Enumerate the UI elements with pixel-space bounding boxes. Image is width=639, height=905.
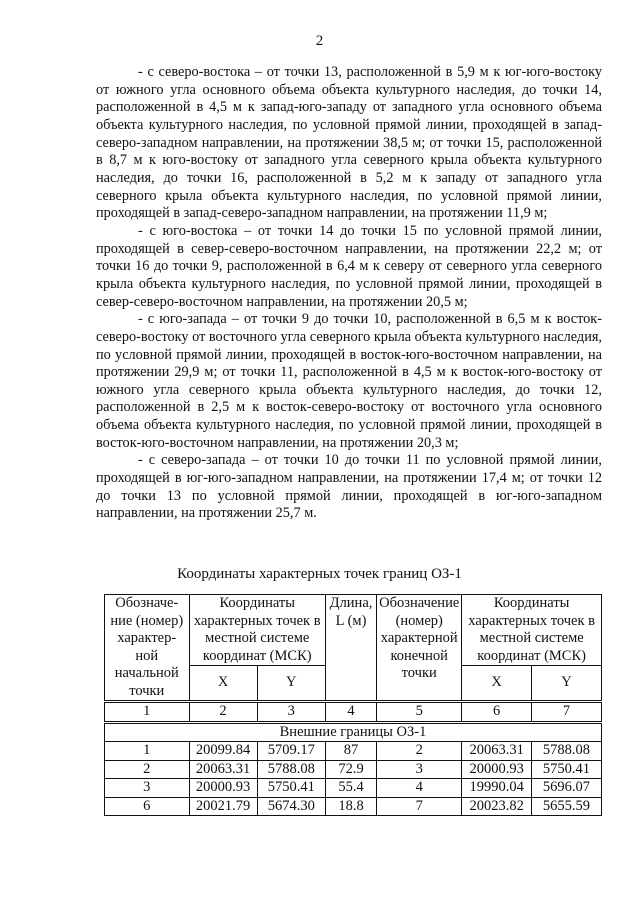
page-number: 2 [315, 33, 324, 49]
table-cell: 5696.07 [531, 779, 601, 798]
column-number: 3 [257, 702, 325, 723]
body-text [96, 64, 602, 523]
table-cell: 55.4 [325, 779, 376, 798]
table-cell: 7 [377, 797, 462, 816]
column-number: 6 [462, 702, 532, 723]
column-number: 4 [325, 702, 376, 723]
table-cell: 1 [105, 742, 190, 761]
table-cell: 5788.08 [257, 760, 325, 779]
header-x-start: X [189, 666, 257, 702]
column-number: 5 [377, 702, 462, 723]
table-title: Координаты характерных точек границ ОЗ-1 [177, 566, 462, 582]
header-coords-start: Координаты характерных точек в местной системе координат (МСК) [189, 595, 325, 666]
table-cell: 19990.04 [462, 779, 532, 798]
table-cell: 4 [377, 779, 462, 798]
column-number: 7 [531, 702, 601, 723]
header-length: Длина, L (м) [325, 595, 376, 702]
header-y-start: Y [257, 666, 325, 702]
table-cell: 5788.08 [531, 742, 601, 761]
section-label: Внешние границы ОЗ-1 [105, 722, 602, 742]
header-x-end: X [462, 666, 532, 702]
table-cell: 3 [105, 779, 190, 798]
header-end-point: Обозначение (номер) характерной конечной точки [377, 595, 462, 702]
table-cell: 20000.93 [189, 779, 257, 798]
table-cell: 2 [377, 742, 462, 761]
table-cell: 5674.30 [257, 797, 325, 816]
table-cell: 2 [105, 760, 190, 779]
table-row [105, 742, 602, 761]
table-row [105, 797, 602, 816]
table-cell: 5750.41 [531, 760, 601, 779]
header-coords-end: Координаты характерных точек в местной системе координат (МСК) [462, 595, 602, 666]
header-start-point: Обозначе-ние (номер) характер-ной начальной точки [105, 595, 190, 702]
table-cell: 20000.93 [462, 760, 532, 779]
table-cell: 5655.59 [531, 797, 601, 816]
table-cell: 20099.84 [189, 742, 257, 761]
table-cell: 20023.82 [462, 797, 532, 816]
table-cell: 87 [325, 742, 376, 761]
table-cell: 20063.31 [462, 742, 532, 761]
table-cell: 6 [105, 797, 190, 816]
header-y-end: Y [531, 666, 601, 702]
table-cell: 3 [377, 760, 462, 779]
paragraph-northeast: - с северо-востока – от точки 13, расположенной в 5,9 м к юг-юго-востоку от южного угла основного объема объекта культурного наследия, до точки 14, расположенной в 4,5 м к запад-юго-западу от западного угла основного объема объекта культурного наследия, по условной прямой линии, проходящей в запад-северо-западном направлении, на протяжении 38,5 м; от точки 15, расположенной в 8,7 м к юго-востоку от западного угла северного крыла объекта культурного наследия, до точки 16, расположенной в 5,2 м к западу от западного угла северного крыла объекта культурного наследия, по условной прямой линии, проходящей в запад-северо-западном направлении, на протяжении 11,9 м; [96, 64, 602, 222]
table-cell: 5709.17 [257, 742, 325, 761]
column-number-row [105, 702, 602, 723]
table-row [105, 760, 602, 779]
table-cell: 20021.79 [189, 797, 257, 816]
header-row [105, 595, 602, 666]
paragraph-southeast: - с юго-востока – от точки 14 до точки 15 по условной прямой линии, проходящей в север-северо-восточном направлении, на протяжении 22,2 м; от точки 16 до точки 9, расположенной в 6,4 м к северу от северного угла северного крыла объекта культурного наследия, по условной прямой линии, проходящей в север-северо-восточном направлении, на протяжении 20,5 м; [96, 222, 602, 310]
table-cell: 72.9 [325, 760, 376, 779]
table-cell: 18.8 [325, 797, 376, 816]
table-cell: 5750.41 [257, 779, 325, 798]
paragraph-northwest: - с северо-запада – от точки 10 до точки 11 по условной прямой линии, проходящей в юг-юго-западном направлении, на протяжении 17,4 м; от точки 12 до точки 13 по условной прямой линии, проходящей в юг-юго-западном направлении, на протяжении 25,7 м. [96, 452, 602, 522]
section-row [105, 722, 602, 742]
table-row [105, 779, 602, 798]
column-number: 2 [189, 702, 257, 723]
table-cell: 20063.31 [189, 760, 257, 779]
coordinates-table [104, 594, 602, 816]
column-number: 1 [105, 702, 190, 723]
paragraph-southwest: - с юго-запада – от точки 9 до точки 10, расположенной в 6,5 м к восток-северо-востоку от восточного угла северного крыла объекта культурного наследия, по условной прямой линии, проходящей в восток-юго-восточном направлении, на протяжении 29,9 м; от точки 11, расположенной в 4,5 м к восток-юго-востоку от южного угла северного крыла объекта культурного наследия, до точки 12, расположенной в 2,5 м к восток-северо-востоку от восточного угла основного объема объекта культурного наследия, по условной прямой линии, проходящей в восток-юго-восточном направлении, на протяжении 20,3 м; [96, 311, 602, 451]
